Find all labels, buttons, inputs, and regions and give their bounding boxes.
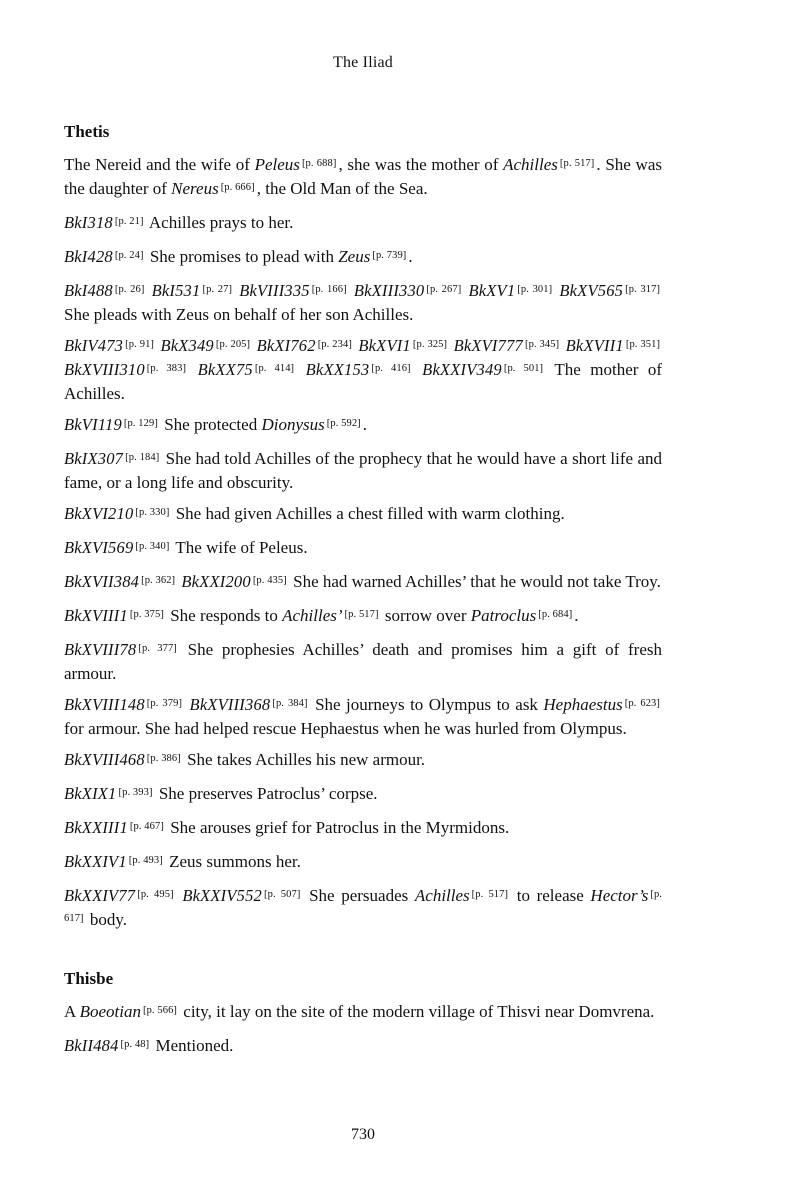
entry-paragraph: BkI318 [p. 21] Achilles prays to her. <box>64 213 294 232</box>
page-reference[interactable]: [p. 24] <box>114 250 144 261</box>
entry-paragraph: BkI488 [p. 26] BkI531 [p. 27] BkVIII335 [p. 166] BkXIII330 [p. 267] BkXV1 [p. 301] BkXV565 [p. 317] She pleads with Zeus on behalf of her son Achilles. <box>64 281 661 324</box>
entry-heading: Thisbe <box>64 969 114 988</box>
cross-reference-name[interactable]: Nereus <box>171 179 219 198</box>
book-line-reference[interactable]: BkXVIII368 <box>189 695 271 714</box>
page-reference[interactable]: [p. 26] <box>114 284 145 295</box>
page-reference[interactable]: [p. 623] <box>624 698 660 709</box>
cross-reference-name[interactable]: Hephaestus <box>543 695 623 714</box>
page-reference[interactable]: [p. 517] <box>344 609 379 620</box>
book-line-reference[interactable]: BkXVIII310 <box>64 360 145 379</box>
page-reference[interactable]: [p. 21] <box>114 216 144 227</box>
entry-paragraph: BkXXIII1 [p. 467] She arouses grief for Patroclus in the Myrmidons. <box>64 818 510 837</box>
entry-paragraph: BkIX307 [p. 184] She had told Achilles of the prophecy that he would have a short life and fame, or a long life and obscurity. <box>64 449 662 492</box>
entry-paragraph: BkXVI569 [p. 340] The wife of Peleus. <box>64 538 308 557</box>
page-reference[interactable]: [p. 739] <box>372 250 407 261</box>
entry-paragraph: BkXVIII148 [p. 379] BkXVIII368 [p. 384] She journeys to Olympus to ask Hephaestus [p. 623] for armour. She had helped rescue Hephaestus when he was hurled from Olympus. <box>64 695 660 738</box>
book-line-reference[interactable]: BkXVIII468 <box>64 750 145 769</box>
book-line-reference[interactable]: BkXVI777 <box>453 336 523 355</box>
page-reference[interactable]: [p. 592] <box>326 418 361 429</box>
page-reference[interactable]: [p. 467] <box>129 821 164 832</box>
book-line-reference[interactable]: BkXIX1 <box>64 784 117 803</box>
page-reference[interactable]: [p. 330] <box>135 507 170 518</box>
entry-thetis <box>64 120 662 943</box>
book-line-reference[interactable]: BkI428 <box>64 247 113 266</box>
book-line-reference[interactable]: BkXXIV1 <box>64 852 127 871</box>
page-reference[interactable]: [p. 495] <box>137 889 174 900</box>
page-reference[interactable]: [p. 493] <box>128 855 163 866</box>
book-line-reference[interactable]: BkXIII330 <box>353 281 425 300</box>
book-line-reference[interactable]: BkXVIII78 <box>64 640 137 659</box>
page-reference[interactable]: [p. 393] <box>118 787 153 798</box>
page-reference[interactable]: [p. 340] <box>135 541 170 552</box>
page-reference[interactable]: [p. 166] <box>311 284 347 295</box>
book-line-reference[interactable]: BkXXIV552 <box>182 886 262 905</box>
entry-body <box>64 1001 662 1059</box>
book-line-reference[interactable]: BkXVIII148 <box>64 695 145 714</box>
page-reference[interactable]: [p. 377] <box>138 643 177 654</box>
cross-reference-name[interactable]: Achilles’ <box>282 606 343 625</box>
page-reference[interactable]: [p. 414] <box>254 363 295 374</box>
page-reference[interactable]: [p. 129] <box>123 418 158 429</box>
book-line-reference[interactable]: BkVIII335 <box>239 281 310 300</box>
entry-paragraph: BkXIX1 [p. 393] She preserves Patroclus’ corpse. <box>64 784 378 803</box>
page-reference[interactable]: [p. 501] <box>503 363 544 374</box>
page-reference[interactable]: [p. 301] <box>517 284 553 295</box>
entry-body <box>64 154 662 933</box>
entry-paragraph: BkXVI210 [p. 330] She had given Achilles a chest filled with warm clothing. <box>64 504 565 523</box>
entry-paragraph: BkII484 [p. 48] Mentioned. <box>64 1036 234 1055</box>
book-line-reference[interactable]: BkVI119 <box>64 415 122 434</box>
book-line-reference[interactable]: BkIX307 <box>64 449 124 468</box>
page-reference[interactable]: [p. 351] <box>625 339 661 350</box>
running-head: The Iliad <box>333 54 393 71</box>
book-line-reference[interactable]: BkXV565 <box>559 281 624 300</box>
book-line-reference[interactable]: BkI488 <box>64 281 113 300</box>
entry-thisbe <box>64 967 662 1069</box>
book-line-reference[interactable]: BkXI762 <box>256 336 316 355</box>
entry-paragraph: BkXVIII78 [p. 377] She prophesies Achilles’ death and promises him a gift of fresh armour. <box>64 640 662 683</box>
book-line-reference[interactable]: BkX349 <box>160 336 214 355</box>
book-line-reference[interactable]: BkII484 <box>64 1036 119 1055</box>
entry-paragraph: BkXVIII1 [p. 375] She responds to Achilles’ [p. 517] sorrow over Patroclus [p. 684] . <box>64 606 579 625</box>
entry-paragraph: A Boeotian [p. 566] city, it lay on the site of the modern village of Thisvi near Domvrena. <box>64 1002 655 1021</box>
page-reference[interactable]: [p. 91] <box>125 339 155 350</box>
entry-paragraph: BkXXIV1 [p. 493] Zeus summons her. <box>64 852 301 871</box>
page-reference[interactable]: [p. 517] <box>471 889 509 900</box>
page-reference[interactable]: [p. 507] <box>264 889 301 900</box>
page-reference[interactable]: [p. 517] <box>559 158 595 169</box>
page-reference[interactable]: [p. 384] <box>272 698 308 709</box>
book-line-reference[interactable]: BkI318 <box>64 213 113 232</box>
book-line-reference[interactable]: BkXVIII1 <box>64 606 128 625</box>
book-line-reference[interactable]: BkXVI569 <box>64 538 134 557</box>
book-line-reference[interactable]: BkXVII1 <box>565 336 624 355</box>
entry-heading: Thetis <box>64 122 110 141</box>
book-line-reference[interactable]: BkXXIV349 <box>422 360 502 379</box>
page-reference[interactable]: [p. 27] <box>202 284 233 295</box>
entry-paragraph: BkXVIII468 [p. 386] She takes Achilles his new armour. <box>64 750 426 769</box>
book-line-reference[interactable]: BkXV1 <box>468 281 516 300</box>
book-line-reference[interactable]: BkXXI200 <box>181 572 251 591</box>
entry-paragraph: BkXVII384 [p. 362] BkXXI200 [p. 435] She had warned Achilles’ that he would not take Troy. <box>64 572 661 591</box>
book-line-reference[interactable]: BkXVI210 <box>64 504 134 523</box>
entry-paragraph: BkXXIV77 [p. 495] BkXXIV552 [p. 507] She persuades Achilles [p. 517] to release Hector’s [p. 617] body. <box>64 886 663 929</box>
entry-paragraph: BkVI119 [p. 129] She protected Dionysus [p. 592] . <box>64 415 368 434</box>
page-reference[interactable]: [p. 379] <box>146 698 183 709</box>
page-reference[interactable]: [p. 234] <box>317 339 352 350</box>
page-reference[interactable]: [p. 362] <box>141 575 176 586</box>
book-line-reference[interactable]: BkXX153 <box>305 360 370 379</box>
page-reference[interactable]: [p. 383] <box>146 363 187 374</box>
page-reference[interactable]: [p. 205] <box>215 339 251 350</box>
book-line-reference[interactable]: BkXVI1 <box>358 336 411 355</box>
page-reference[interactable]: [p. 345] <box>524 339 560 350</box>
page-reference[interactable]: [p. 317] <box>625 284 661 295</box>
entry-paragraph: BkIV473 [p. 91] BkX349 [p. 205] BkXI762 [p. 234] BkXVI1 [p. 325] BkXVI777 [p. 345] BkXVII1 [p. 351] BkXVIII310 [p. 383] BkXX75 [p. 414] BkXX153 [p. 416] BkXXIV349 [p. 501] The mother of Achilles. <box>64 336 663 403</box>
page-reference[interactable]: [p. 325] <box>412 339 448 350</box>
cross-reference-name[interactable]: Achilles <box>503 155 558 174</box>
book-line-reference[interactable]: BkXXIV77 <box>64 886 136 905</box>
book-line-reference[interactable]: BkXXIII1 <box>64 818 128 837</box>
entry-paragraph: BkI428 [p. 24] She promises to plead with Zeus [p. 739] . <box>64 247 413 266</box>
page-reference[interactable]: [p. 684] <box>538 609 573 620</box>
book-line-reference[interactable]: BkXVII384 <box>64 572 140 591</box>
book-line-reference[interactable]: BkXX75 <box>197 360 253 379</box>
page-reference[interactable]: [p. 184] <box>125 452 160 463</box>
page-reference[interactable]: [p. 666] <box>220 182 255 193</box>
page-reference[interactable]: [p. 375] <box>129 609 164 620</box>
cross-reference-name[interactable]: Boeotian <box>79 1002 141 1021</box>
page-reference[interactable]: [p. 416] <box>371 363 411 374</box>
page-reference[interactable]: [p. 386] <box>146 753 181 764</box>
cross-reference-name[interactable]: Achilles <box>414 886 470 905</box>
page-reference[interactable]: [p. 267] <box>426 284 462 295</box>
cross-reference-name[interactable]: Hector’s <box>590 886 649 905</box>
book-line-reference[interactable]: BkI531 <box>151 281 201 300</box>
book-line-reference[interactable]: BkIV473 <box>64 336 124 355</box>
cross-reference-name[interactable]: Dionysus <box>261 415 325 434</box>
page-reference[interactable]: [p. 617] <box>64 889 663 924</box>
page-reference[interactable]: [p. 688] <box>301 158 337 169</box>
cross-reference-name[interactable]: Patroclus <box>470 606 537 625</box>
entry-paragraph: The Nereid and the wife of Peleus [p. 688] , she was the mother of Achilles [p. 517] . She was the daughter of Nereus [p. 666] , the Old Man of the Sea. <box>64 155 662 198</box>
cross-reference-name[interactable]: Zeus <box>338 247 371 266</box>
page-reference[interactable]: [p. 566] <box>142 1005 178 1016</box>
page-reference[interactable]: [p. 48] <box>120 1039 150 1050</box>
page-number: 730 <box>351 1126 375 1143</box>
cross-reference-name[interactable]: Peleus <box>254 155 300 174</box>
page-reference[interactable]: [p. 435] <box>252 575 287 586</box>
